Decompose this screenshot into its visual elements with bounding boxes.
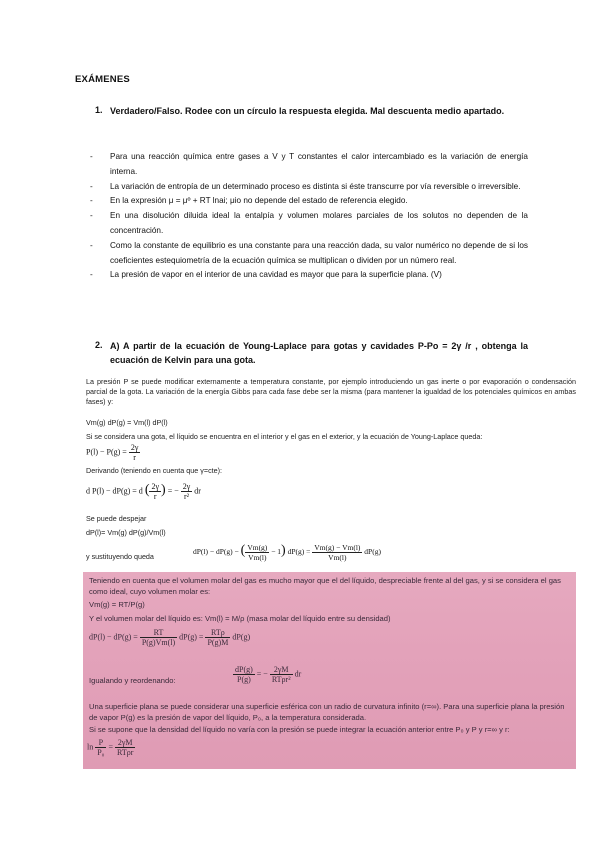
- note-paragraph-2: Y el volumen molar del líquido es: Vm(l) = M/ρ (masa molar del líquido entre su densidad): [89, 614, 391, 623]
- answer-paragraph-4: Se puede despejar: [86, 514, 147, 523]
- note-equation-3: $\frac{dP(g)}{P(g)}$ = − $\frac{2\gamma M}{\text{RTρr²}}$ dr: [235, 665, 302, 684]
- photographed-note-block: [83, 572, 576, 769]
- note-paragraph-4: Una superficie plana se puede considerar una superficie esférica con un radio de curvatura infinito (r=∞). Para una superficie plana la presión de vapor P(g) es la presión de vapor del líquido, P₀, a la temperatura considerada.: [89, 702, 565, 722]
- list-item: - La presión de vapor en el interior de una cavidad es mayor que para la superficie plana. (V): [90, 270, 442, 280]
- note-paragraph-1: Teniendo en cuenta que el volumen molar del gas es mucho mayor que el del líquido, despreciable frente al del gas, y si se considera el gas como ideal, cuyo volumen molar es:: [89, 576, 561, 596]
- equation-substitution: dP(l) − dP(g) − ( $\frac{Vm(g)}{Vm(l)}$ − 1) dP(g) = $\frac{Vm(g) - Vm(l)}{Vm(l)}$ dP(g): [193, 543, 381, 562]
- note-equation-2: dP(l) − dP(g) = $\frac{RT}{P(g)Vm(l)}$ dP(g) = $\frac{\text{RTρ}}{P(g)M}$ dP(g): [89, 628, 251, 647]
- equation-4: dP(l)= Vm(g) dP(g)/Vm(l): [86, 528, 166, 537]
- list-item: - Para una reacción química entre gases a V y T constantes el calor intercambiado es la variación de energía interna.: [90, 152, 528, 176]
- question-1-number: 1.: [95, 105, 103, 115]
- question-2-text: A) A partir de la ecuación de Young-Laplace para gotas y cavidades P-Po = 2γ /r , obtenga la ecuación de Kelvin para una gota.: [110, 341, 528, 365]
- equation-1: Vm(g) dP(g) = Vm(l) dP(l): [86, 418, 168, 427]
- answer-paragraph-3: Derivando (teniendo en cuenta que γ=cte):: [86, 466, 223, 475]
- list-item: - La variación de entropía de un determinado proceso es distinta si éste transcurre por vía reversible o irreversible.: [90, 181, 521, 191]
- note-equation-1: Vm(g) = RT/P(g): [89, 600, 145, 609]
- list-item: - En la expresión μ = μº + RT lnai; μio no depende del estado de referencia elegido.: [90, 196, 408, 206]
- list-item: - Como la constante de equilibrio es una constante para una reacción dada, su valor numérico no depende de si los coeficientes estequiometría de la ecuación química se multiplican o dividen por un número real.: [90, 240, 528, 265]
- answer-paragraph-1: La presión P se puede modificar externamente a temperatura constante, por ejemplo introduciendo un gas inerte o por evaporación o condensación parcial de la gota. La variación de la energía Gibbs para cada fase debe ser la misma (para mantener la igualdad de los potenciales químicos en ambas fases) y:: [86, 377, 576, 407]
- equation-young-laplace: P(l) − P(g) = $\frac{2\gamma}{r}$: [86, 443, 139, 462]
- answer-paragraph-2: Si se considera una gota, el líquido se encuentra en el interior y el gas en el exterior, y la ecuación de Young-Laplace queda:: [86, 432, 483, 441]
- equation-derivative: d P(l) − dP(g) = d ( $\frac{2\gamma}{r}$ ) = − $\frac{2\gamma}{\text{r²}}$ dr: [86, 482, 201, 501]
- note-paragraph-3: Igualando y reordenando:: [89, 676, 176, 685]
- true-false-list: [90, 150, 528, 283]
- question-1-text: Verdadero/Falso. Rodee con un círculo la respuesta elegida. Mal descuenta medio apartado.: [110, 106, 505, 116]
- question-2-number: 2.: [95, 340, 103, 350]
- answer-paragraph-5: y sustituyendo queda: [86, 552, 154, 561]
- note-paragraph-5: Si se supone que la densidad del líquido no varía con la presión se puede integrar la ecuación anterior entre P₀ y P y r=∞ y r:: [89, 725, 510, 734]
- kelvin-equation: ln $\frac{P}{\text{P₀}}$ = $\frac{2\gamma M}{\text{RTρr}}$: [87, 738, 134, 757]
- page-title: EXÁMENES: [75, 74, 130, 85]
- list-item: - En una disolución diluida ideal la entalpía y volumen molares parciales de los solutos no dependen de la concentración.: [90, 211, 528, 235]
